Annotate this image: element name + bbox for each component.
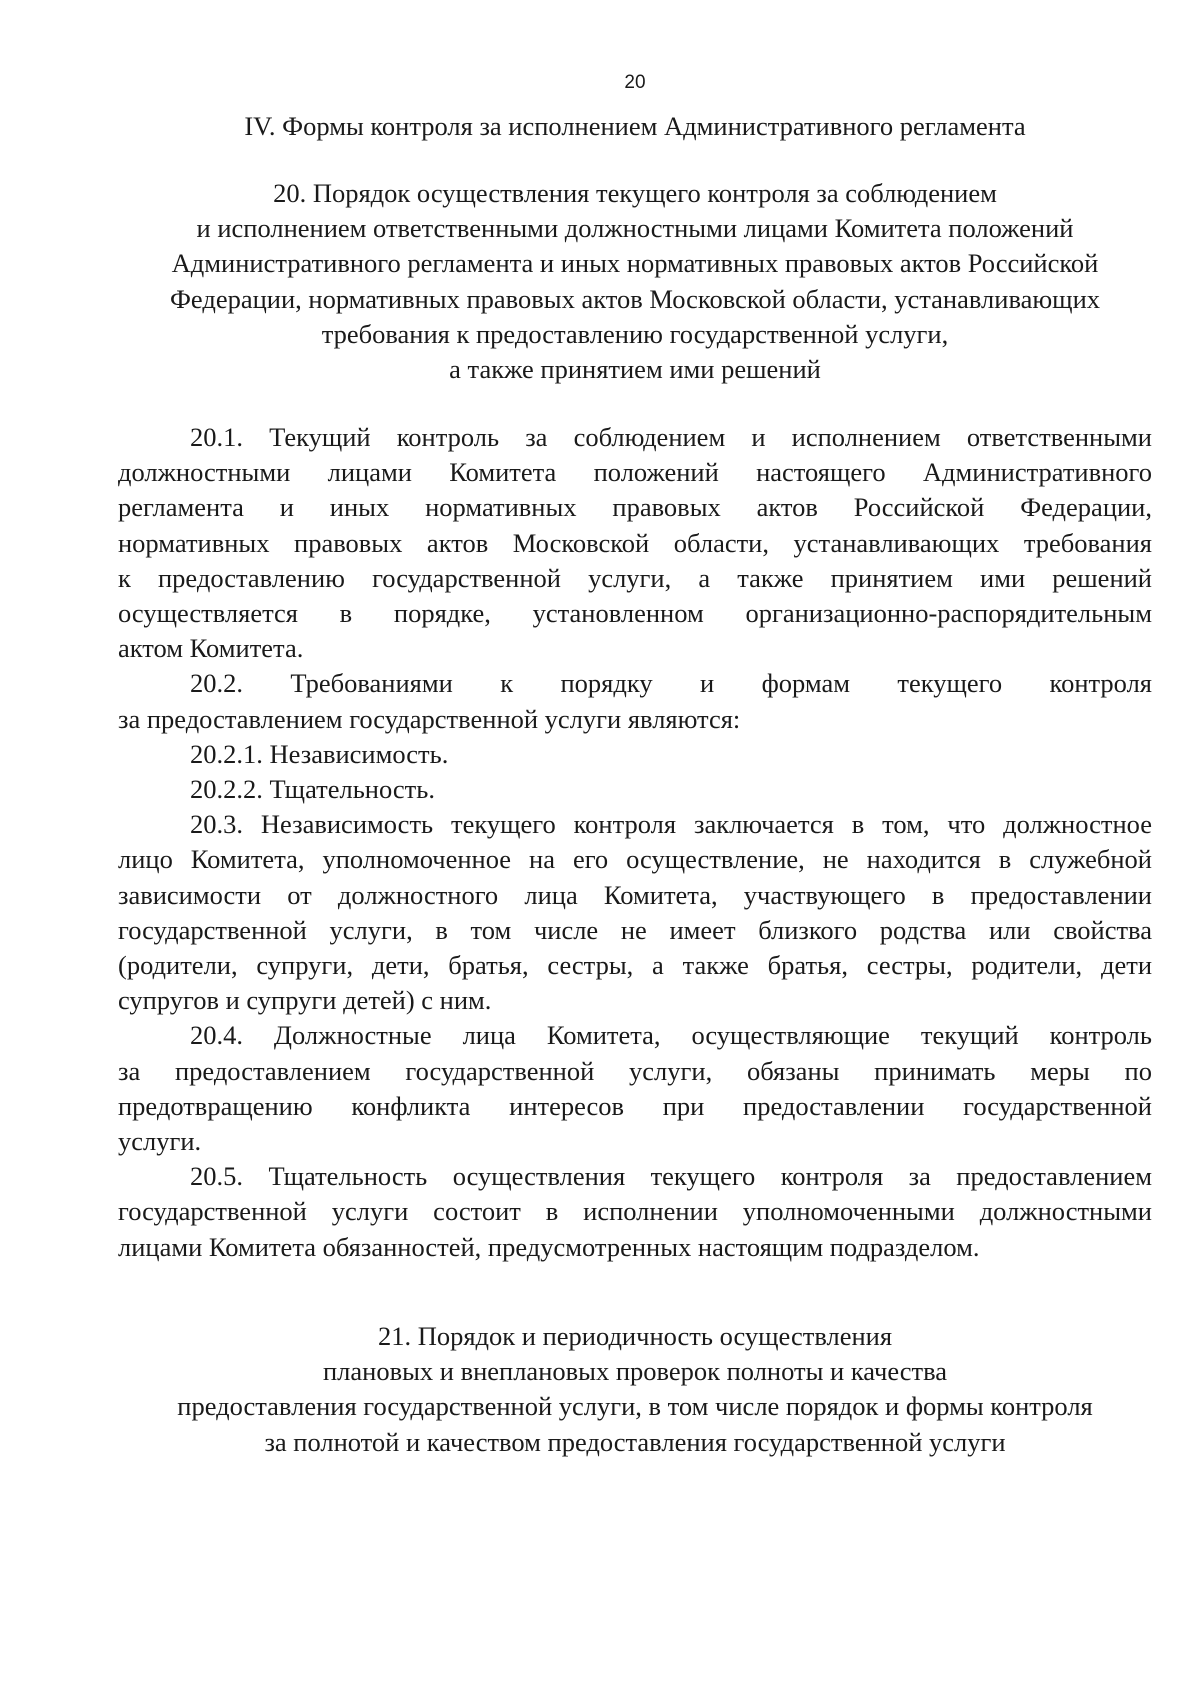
paragraph-line: 20.2.2. Тщательность. [190, 774, 435, 805]
paragraph-line: предотвращению конфликта интересов при предоставлении государственной [118, 1090, 1152, 1121]
heading-line: и исполнением ответственными должностными лицами Комитета положений [196, 213, 1074, 244]
section-heading-line: IV. Формы контроля за исполнением Административного регламента [244, 111, 1026, 141]
paragraph-20-2-2 [118, 772, 1152, 807]
paragraph-20-3 [118, 807, 1152, 1018]
paragraph-20-1 [118, 420, 1152, 666]
heading-line: плановых и внеплановых проверок полноты и качества [322, 1356, 948, 1387]
heading-line: Административного регламента и иных нормативных правовых актов Российской [171, 248, 1099, 279]
paragraph-line: супругов и супруги детей) с ним. [118, 985, 492, 1016]
section-heading [118, 109, 1152, 144]
subsection-20-body [118, 420, 1152, 1265]
paragraph-line: должностными лицами Комитета положений настоящего Административного [118, 457, 1152, 488]
paragraph-line: (родители, супруги, дети, братья, сестры, а также братья, сестры, родители, дети [118, 950, 1152, 981]
paragraph-line: нормативных правовых актов Московской области, устанавливающих требования [118, 527, 1152, 558]
paragraph-line: лицами Комитета обязанностей, предусмотренных настоящим подразделом. [118, 1231, 980, 1262]
heading-line: Федерации, нормативных правовых актов Московской области, устанавливающих [170, 283, 1100, 314]
subsection-21-heading [118, 1319, 1152, 1460]
paragraph-line: 20.1. Текущий контроль за соблюдением и исполнением ответственными [190, 422, 1152, 452]
paragraph-line: 20.2.1. Независимость. [190, 738, 449, 769]
paragraph-line: 20.3. Независимость текущего контроля заключается в том, что должностное [190, 809, 1152, 840]
heading-line: 21. Порядок и периодичность осуществления [377, 1321, 893, 1351]
paragraph-line: к предоставлению государственной услуги, а также принятием ими решений [118, 562, 1152, 593]
paragraph-line: за предоставлением государственной услуги, обязаны принимать меры по [118, 1055, 1152, 1086]
paragraph-line: осуществляется в порядке, установленном организационно-распорядительным [118, 598, 1152, 629]
paragraph-line: 20.2. Требованиями к порядку и формам текущего контроля [190, 668, 1152, 699]
paragraph-line: 20.5. Тщательность осуществления текущего контроля за предоставлением [190, 1161, 1152, 1192]
heading-line: а также принятием ими решений [449, 354, 821, 385]
page-number: 20 [624, 72, 646, 93]
paragraph-line: зависимости от должностного лица Комитета, участвующего в предоставлении [118, 879, 1152, 910]
paragraph-line: государственной услуги состоит в исполнении уполномоченными должностными [118, 1196, 1152, 1227]
paragraph-20-4 [118, 1018, 1152, 1159]
paragraph-20-2-1 [118, 737, 1152, 772]
heading-line: требования к предоставлению государственной услуги, [321, 318, 949, 349]
paragraph-line: регламента и иных нормативных правовых актов Российской Федерации, [118, 492, 1152, 523]
heading-line: 20. Порядок осуществления текущего контроля за соблюдением [273, 178, 997, 208]
paragraph-line: лицо Комитета, уполномоченное на его осуществление, не находится в служебной [118, 844, 1152, 875]
paragraph-line: государственной услуги, в том числе не имеет близкого родства или свойства [118, 914, 1152, 945]
subsection-20-heading [118, 176, 1152, 387]
paragraph-20-5 [118, 1159, 1152, 1265]
paragraph-20-2 [118, 666, 1152, 736]
heading-line: за полнотой и качеством предоставления государственной услуги [264, 1426, 1006, 1457]
heading-line: предоставления государственной услуги, в том числе порядок и формы контроля [177, 1391, 1093, 1422]
paragraph-line: за предоставлением государственной услуги являются: [118, 703, 741, 734]
paragraph-line: актом Комитета. [118, 633, 304, 664]
paragraph-line: 20.4. Должностные лица Комитета, осуществляющие текущий контроль [190, 1020, 1152, 1051]
paragraph-line: услуги. [118, 1126, 202, 1157]
